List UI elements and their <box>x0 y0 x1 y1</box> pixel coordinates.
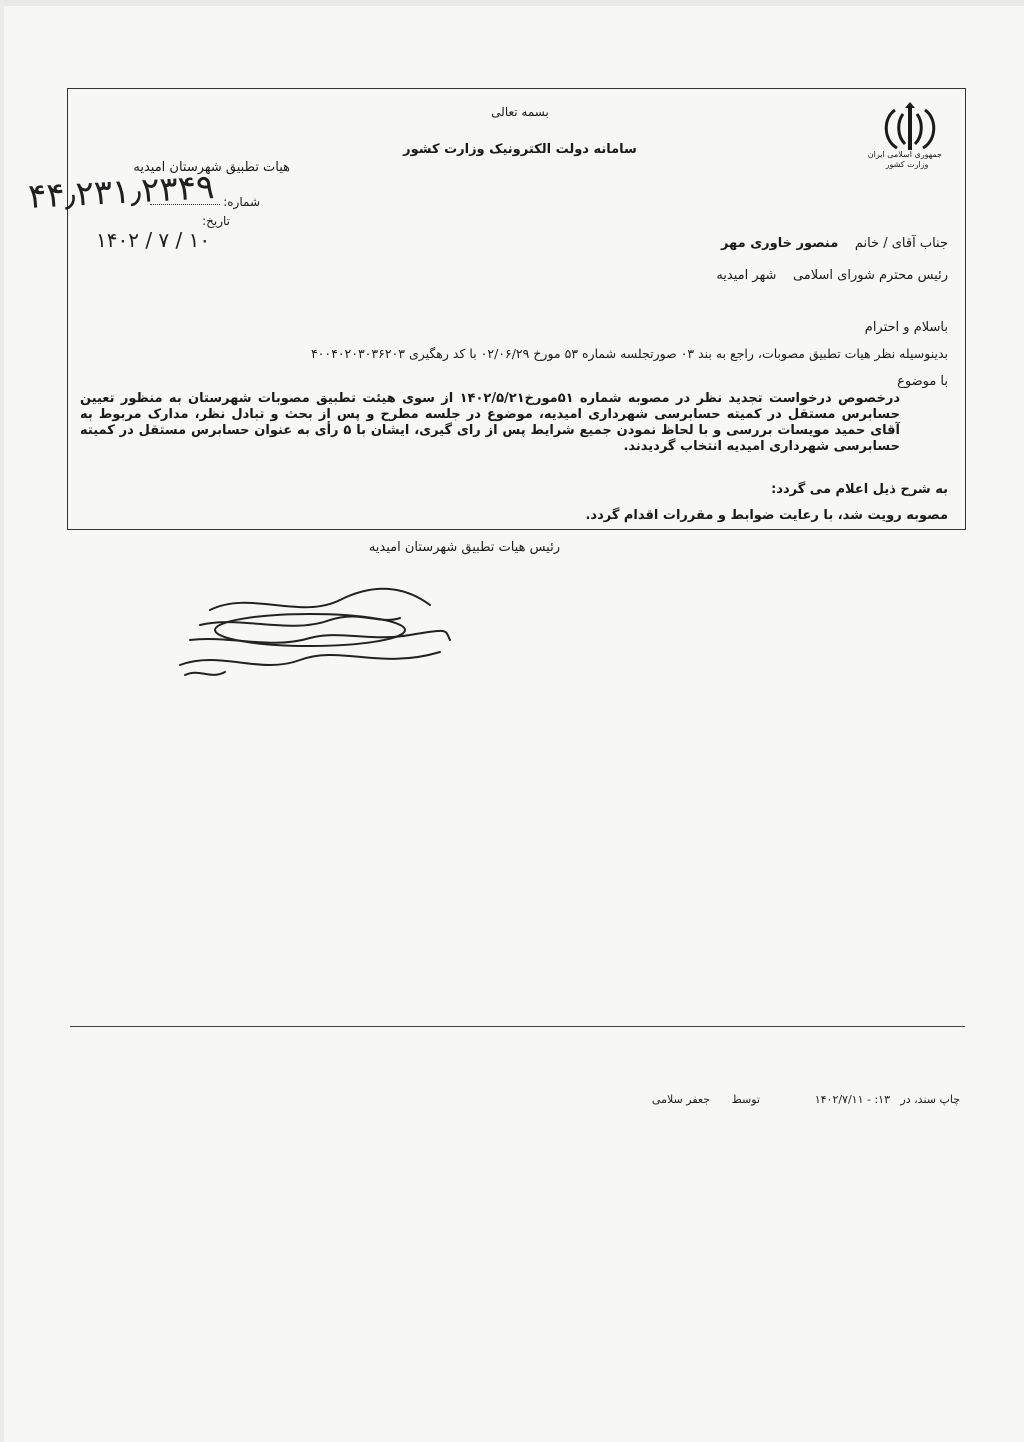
recipient-title: رئیس محترم شورای اسلامی <box>792 268 948 283</box>
number-label: شماره: <box>223 195 260 209</box>
reference-line: بدینوسیله نظر هیات تطبیق مصوبات، راجع به بند ۰۳ صورتجلسه شماره ۵۳ مورخ ۰۲/۰۶/۲۹ با کد رهگیری ۴۰۰۴۰۲۰۳۰۳۶۲۰۳ <box>310 346 948 361</box>
greeting: باسلام و احترام <box>864 320 948 335</box>
handwritten-letter-date: ۱۴۰۲ / ۷ / ۱۰ <box>96 228 211 252</box>
announce-line: به شرح ذیل اعلام می گردد: <box>771 482 948 497</box>
signer-title: رئیس هیات تطبیق شهرستان امیدیه <box>368 540 560 555</box>
footer-rule <box>70 1026 965 1027</box>
salutation-prefix: جناب آقای / خانم <box>854 236 948 251</box>
system-title: سامانه دولت الکترونیک وزارت کشور <box>403 142 637 157</box>
printed-by: جعفر سلامی <box>651 1093 710 1106</box>
print-label: چاپ سند، در <box>900 1093 960 1106</box>
print-time: ۱۳: - ۱۴۰۲/۷/۱۱ <box>814 1093 890 1106</box>
subject-paragraph: درخصوص درخواست تجدید نظر در مصوبه شماره ۵۱مورخ۱۴۰۲/۵/۲۱ از سوی هیئت تطبیق مصوبات شهرستان به منظور تعیین حسابرس مستقل در کمیته حسابرسی شهرداری امیدیه، موضوع در جلسه مطرح و پس از بحث و تبادل نظر، مدارک مربوط به آقای حمید مویسات بررسی و با لحاظ نمودن جمیع شرایط پس از رای گیری، ایشان با ۵ رأی به عنوان حسابرس مستقل در کمیته حسابرسی شهرداری امیدیه انتخاب گردیدند. <box>80 391 900 454</box>
recipient-line <box>80 236 948 252</box>
emblem-caption: جمهوری اسلامی ایران وزارت کشور <box>867 150 942 169</box>
recipient-title-line <box>80 268 948 284</box>
handwritten-letter-number: ۴۴٫۲۳۱٫۲۳۴۹ <box>27 167 216 217</box>
organization-name: هیات تطبیق شهرستان امیدیه <box>133 160 290 175</box>
recipient-name: منصور خاوری مهر <box>720 236 839 251</box>
recipient-city: شهر امیدیه <box>716 268 777 283</box>
handwritten-signature <box>170 580 460 700</box>
by-label: توسط <box>731 1093 760 1106</box>
scan-edge <box>0 0 1024 6</box>
decision-line: مصوبه رویت شد، با رعایت ضوابط و مقررات اقدام گردد. <box>585 508 948 523</box>
scan-edge-left <box>0 0 4 1442</box>
date-label: تاریخ: <box>202 214 230 228</box>
subject-label: با موضوع <box>897 374 948 389</box>
bismillah-heading: بسمه تعالی <box>491 105 549 119</box>
